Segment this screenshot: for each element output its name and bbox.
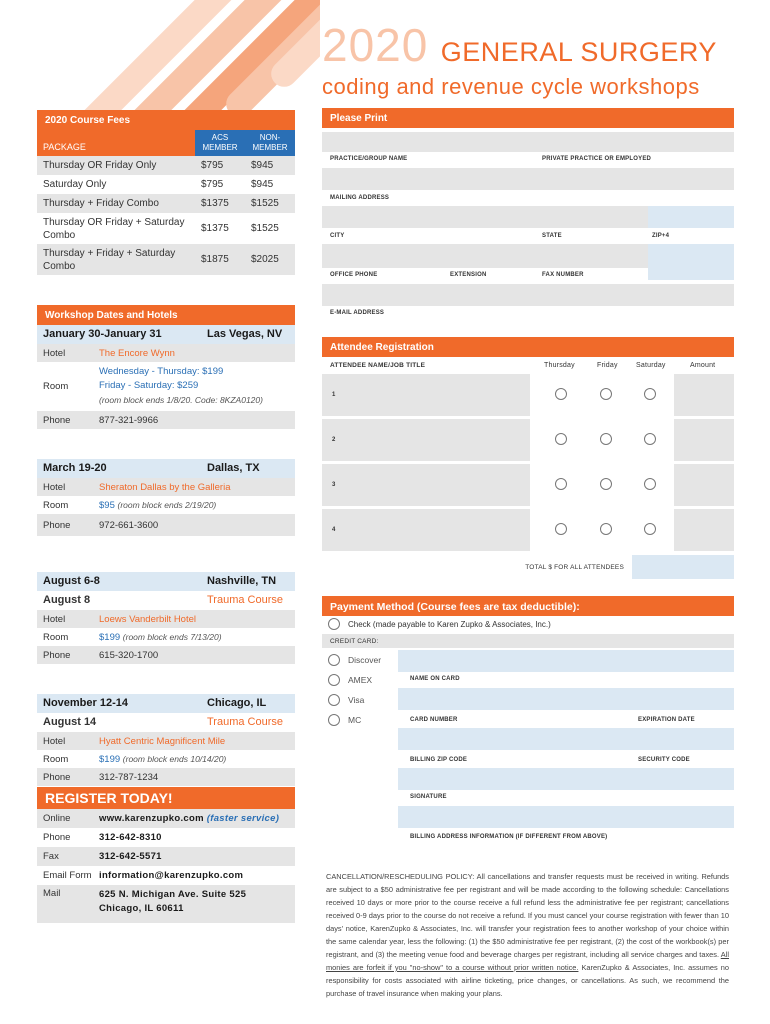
- fee-non: $1525: [245, 213, 295, 244]
- workshop-dates: January 30-January 31: [43, 328, 162, 340]
- card-radio[interactable]: [328, 654, 340, 666]
- room-note: (room block ends 7/13/20): [122, 631, 222, 642]
- workshop-hotel-row: [37, 732, 295, 750]
- register-email[interactable]: information@karenzupko.com: [99, 870, 244, 881]
- zip-label: ZIP+4: [652, 233, 670, 239]
- amount-field[interactable]: [674, 374, 734, 416]
- practice-field[interactable]: [322, 132, 734, 152]
- hotel-phone: 877-321-9966: [99, 414, 159, 426]
- card-option-discover[interactable]: [328, 654, 381, 666]
- policy-heading: CANCELLATION/RESCHEDULING POLICY:: [326, 872, 475, 881]
- online-label: Online: [43, 813, 71, 824]
- register-title: REGISTER TODAY!: [37, 787, 295, 809]
- amount-field[interactable]: [674, 464, 734, 506]
- fees-row: [37, 244, 295, 275]
- phone-label: Phone: [43, 649, 71, 661]
- signature-label: SIGNATURE: [410, 794, 447, 800]
- workshop-trauma-row: [37, 713, 295, 732]
- fees-col-package: PACKAGE: [37, 130, 195, 156]
- saturday-radio[interactable]: [644, 523, 656, 535]
- workshop-room-row: [37, 628, 295, 646]
- fee-acs: $795: [195, 156, 245, 175]
- hotel-phone: 312-787-1234: [99, 771, 159, 783]
- cancellation-policy: [326, 870, 729, 1000]
- payment-title: Payment Method (Course fees are tax deductible):: [322, 596, 734, 616]
- fee-acs: $1875: [195, 244, 245, 275]
- security-label: SECURITY CODE: [638, 757, 690, 763]
- attendee-name-field[interactable]: [322, 374, 530, 416]
- room-label: Room: [43, 381, 69, 392]
- workshop-phone-row: [37, 514, 295, 536]
- hotel-phone: 972-661-3600: [99, 519, 159, 531]
- register-phone-row: [37, 828, 295, 847]
- workshop-dates: March 19-20: [43, 462, 107, 474]
- header: [322, 18, 742, 100]
- fees-table: [37, 130, 295, 275]
- workshop-city: Chicago, IL: [207, 697, 267, 709]
- card-label: Discover: [348, 655, 382, 665]
- fees-row: [37, 156, 295, 175]
- billing-zip-field[interactable]: [398, 728, 734, 750]
- trauma-course: Trauma Course: [207, 594, 284, 606]
- room-rate-1: Wednesday - Thursday: $199: [99, 366, 224, 377]
- phone-field[interactable]: [322, 244, 648, 268]
- workshop-hotel-row: [37, 478, 295, 496]
- thursday-radio[interactable]: [555, 433, 567, 445]
- attendee-number: 1: [332, 392, 336, 398]
- workshop-city: Nashville, TN: [207, 575, 277, 587]
- workshop-dates: November 12-14: [43, 697, 128, 709]
- workshop-room-row: [37, 362, 295, 411]
- policy-text: All cancellations and transfer requests must be received in writing. Refunds are subject to a $50 administrative fee per registrant and will be made according to the following schedule: Cancellations received 10 days or more prior to the course receive a full refund less the administrative fee per registrant; cancellations received 0-9 days prior to the course do not receive a refund. If you must cancel your course registration with fewer than 10 days' notice, KarenZupko & Associates, Inc. will transfer your registration fees to another workshop of your choice within the same calendar year, less the following: (1) the $50 administrative fee per registrant, (2) the cost of the workbook(s) per registrant, and (3) the meeting venue food and beverage charges per registrant, including all service charges and taxes.: [326, 872, 729, 959]
- fees-row: [37, 175, 295, 194]
- name-on-card-label: NAME ON CARD: [410, 676, 460, 682]
- workshop-dallas-header: [37, 459, 295, 478]
- billing-zip-label: BILLING ZIP CODE: [410, 757, 468, 763]
- expiration-label: EXPIRATION DATE: [638, 717, 695, 723]
- city-label: CITY: [330, 233, 345, 239]
- card-radio[interactable]: [328, 674, 340, 686]
- register-today: [37, 787, 295, 923]
- fee-non: $1525: [245, 194, 295, 213]
- phone-label: Phone: [43, 519, 71, 531]
- fee-acs: $1375: [195, 194, 245, 213]
- saturday-radio[interactable]: [644, 478, 656, 490]
- course-fees: [37, 110, 295, 275]
- fee-package: Thursday OR Friday Only: [37, 156, 195, 175]
- email-field[interactable]: [322, 284, 734, 306]
- workshop-nashville-header: [37, 572, 295, 591]
- trauma-course: Trauma Course: [207, 716, 284, 728]
- attendee-name-field[interactable]: [322, 464, 530, 506]
- workshop-vegas-header: [37, 325, 295, 344]
- attendee-col-name: ATTENDEE NAME/JOB TITLE: [330, 362, 426, 369]
- billing-address-label: BILLING ADDRESS INFORMATION (IF DIFFERENT FROM ABOVE): [410, 834, 608, 840]
- hotel-name: Loews Vanderbilt Hotel: [99, 613, 196, 625]
- workshop-phone-row: [37, 411, 295, 429]
- thursday-radio[interactable]: [555, 523, 567, 535]
- fax-field-extra[interactable]: [648, 244, 734, 280]
- room-price: $199: [99, 631, 121, 643]
- card-number-label: CARD NUMBER: [410, 717, 458, 723]
- card-radio[interactable]: [328, 714, 340, 726]
- saturday-radio[interactable]: [644, 388, 656, 400]
- email-label: Email Form: [43, 870, 92, 881]
- mailing-label: MAILING ADDRESS: [330, 195, 390, 201]
- attendee-name-field[interactable]: [322, 509, 530, 551]
- workshop-phone-row: [37, 646, 295, 664]
- mail-label: Mail: [43, 888, 61, 899]
- phone-label: Phone: [43, 832, 71, 843]
- friday-radio[interactable]: [600, 478, 612, 490]
- office-phone-label: OFFICE PHONE: [330, 272, 378, 278]
- saturday-radio[interactable]: [644, 433, 656, 445]
- attendee-number: 3: [332, 482, 336, 488]
- total-label: TOTAL $ FOR ALL ATTENDEES: [525, 564, 624, 571]
- register-fax-row: [37, 847, 295, 866]
- friday-radio[interactable]: [600, 388, 612, 400]
- state-label: STATE: [542, 233, 562, 239]
- trauma-dates: August 14: [43, 716, 97, 728]
- workshop-room-row: [37, 750, 295, 768]
- fees-col-acs: ACS MEMBER: [195, 130, 245, 156]
- online-note: (faster service): [206, 813, 280, 824]
- card-option-mc[interactable]: [328, 714, 361, 726]
- card-label: Visa: [348, 695, 365, 705]
- fee-acs: $795: [195, 175, 245, 194]
- signature-field[interactable]: [398, 768, 734, 790]
- hotel-name: The Encore Wynn: [99, 347, 175, 359]
- zip-field[interactable]: [648, 206, 734, 228]
- room-price: $199: [99, 753, 121, 765]
- workshop-city: Las Vegas, NV: [207, 328, 283, 340]
- private-label: PRIVATE PRACTICE OR EMPLOYED: [542, 156, 652, 162]
- register-phone: 312-642-8310: [99, 832, 162, 843]
- total-row: [322, 555, 734, 579]
- hotel-label: Hotel: [43, 613, 66, 625]
- policy-text-2: KarenZupko & Associates, Inc. assumes no responsibility for costs associated with airline ticketing, price changes, or cancellations. As such, we recommend the purchase of travel insurance when making your plans.: [326, 963, 729, 998]
- thursday-radio[interactable]: [555, 388, 567, 400]
- amount-field[interactable]: [674, 419, 734, 461]
- extension-label: EXTENSION: [450, 272, 487, 278]
- card-option-amex[interactable]: [328, 674, 372, 686]
- practice-label: PRACTICE/GROUP NAME: [330, 156, 408, 162]
- register-fax: 312-642-5571: [99, 851, 162, 862]
- hotel-phone: 615-320-1700: [99, 649, 159, 661]
- check-radio[interactable]: [328, 618, 340, 630]
- city-field[interactable]: [322, 206, 648, 228]
- hotel-label: Hotel: [43, 481, 66, 493]
- fee-non: $945: [245, 156, 295, 175]
- attendee-col-thursday: Thursday: [544, 362, 575, 369]
- header-subtitle: coding and revenue cycle workshops: [322, 74, 700, 99]
- fee-package: Thursday + Friday Combo: [37, 194, 195, 213]
- fee-non: $945: [245, 175, 295, 194]
- workshop-dates: August 6-8: [43, 575, 100, 587]
- workshop-phone-row: [37, 768, 295, 786]
- contact-form: [322, 108, 734, 323]
- fees-row: [37, 213, 295, 244]
- name-on-card-field[interactable]: [398, 650, 734, 672]
- workshop-hotel-row: [37, 344, 295, 362]
- hotel-name: Hyatt Centric Magnificent Mile: [99, 735, 226, 747]
- thursday-radio[interactable]: [555, 478, 567, 490]
- mail-address-1: 625 N. Michigan Ave. Suite 525: [99, 889, 247, 900]
- room-rate-2: Friday - Saturday: $259: [99, 380, 199, 391]
- card-option-visa[interactable]: [328, 694, 364, 706]
- phone-label: Phone: [43, 414, 71, 426]
- check-label: Check (made payable to Karen Zupko & Associates, Inc.): [348, 619, 551, 629]
- fee-package: Saturday Only: [37, 175, 195, 194]
- fax-label: FAX NUMBER: [542, 272, 584, 278]
- phone-label: Phone: [43, 771, 71, 783]
- payment-method: [322, 596, 734, 856]
- attendee-title: Attendee Registration: [322, 337, 734, 357]
- header-title: GENERAL SURGERY: [440, 37, 717, 67]
- register-email-row: [37, 866, 295, 885]
- credit-card-label: CREDIT CARD:: [330, 638, 379, 645]
- register-online-row: [37, 809, 295, 828]
- header-year: 2020: [322, 19, 429, 71]
- card-label: AMEX: [348, 675, 373, 685]
- card-radio[interactable]: [328, 694, 340, 706]
- attendee-number: 2: [332, 437, 336, 443]
- attendee-registration: [322, 337, 734, 582]
- register-mail-row: [37, 885, 295, 923]
- room-price: $95: [99, 499, 115, 511]
- mail-address-2: Chicago, IL 60611: [99, 903, 184, 914]
- room-label: Room: [43, 753, 69, 765]
- hotel-label: Hotel: [43, 735, 66, 747]
- fee-package: Thursday + Friday + Saturday Combo: [37, 244, 195, 275]
- email-label: E-MAIL ADDRESS: [330, 310, 385, 316]
- friday-radio[interactable]: [600, 523, 612, 535]
- room-note: (room block ends 1/8/20. Code: 8KZA0120): [99, 395, 263, 405]
- decorative-stripes: [60, 0, 320, 120]
- room-label: Room: [43, 631, 69, 643]
- workshops: [37, 305, 295, 786]
- workshop-city: Dallas, TX: [207, 462, 260, 474]
- card-label: MC: [348, 715, 362, 725]
- check-option[interactable]: [328, 618, 551, 630]
- fees-col-non: NON-MEMBER: [245, 130, 295, 156]
- fee-acs: $1375: [195, 213, 245, 244]
- room-note: (room block ends 10/14/20): [122, 753, 227, 764]
- room-label: Room: [43, 499, 69, 511]
- mailing-field[interactable]: [322, 168, 734, 190]
- workshop-trauma-row: [37, 591, 295, 610]
- workshop-hotel-row: [37, 610, 295, 628]
- attendee-name-field[interactable]: [322, 419, 530, 461]
- website-link[interactable]: www.karenzupko.com: [99, 813, 204, 824]
- credit-card-row: [322, 634, 734, 648]
- card-number-field[interactable]: [398, 688, 734, 710]
- billing-address-field[interactable]: [398, 806, 734, 828]
- attendee-number: 4: [332, 527, 336, 533]
- fees-row: [37, 194, 295, 213]
- attendee-col-saturday: Saturday: [636, 362, 666, 369]
- fax-label: Fax: [43, 851, 59, 862]
- policy-no-show: All monies are forfeit if you "no-show" to a course without prior written notice.: [326, 950, 729, 972]
- attendee-col-amount: Amount: [690, 362, 716, 369]
- trauma-dates: August 8: [43, 594, 91, 606]
- friday-radio[interactable]: [600, 433, 612, 445]
- hotel-label: Hotel: [43, 347, 66, 359]
- hotel-name: Sheraton Dallas by the Galleria: [99, 481, 231, 493]
- please-print-title: Please Print: [322, 108, 734, 128]
- workshops-title: Workshop Dates and Hotels: [37, 305, 295, 325]
- amount-field[interactable]: [674, 509, 734, 551]
- total-amount-field[interactable]: [632, 555, 734, 579]
- fee-non: $2025: [245, 244, 295, 275]
- workshop-room-row: [37, 496, 295, 514]
- workshop-chicago-header: [37, 694, 295, 713]
- attendee-col-friday: Friday: [597, 362, 618, 369]
- fee-package: Thursday OR Friday + Saturday Combo: [37, 213, 195, 244]
- room-note: (room block ends 2/19/20): [117, 499, 217, 510]
- fees-title: 2020 Course Fees: [37, 110, 295, 130]
